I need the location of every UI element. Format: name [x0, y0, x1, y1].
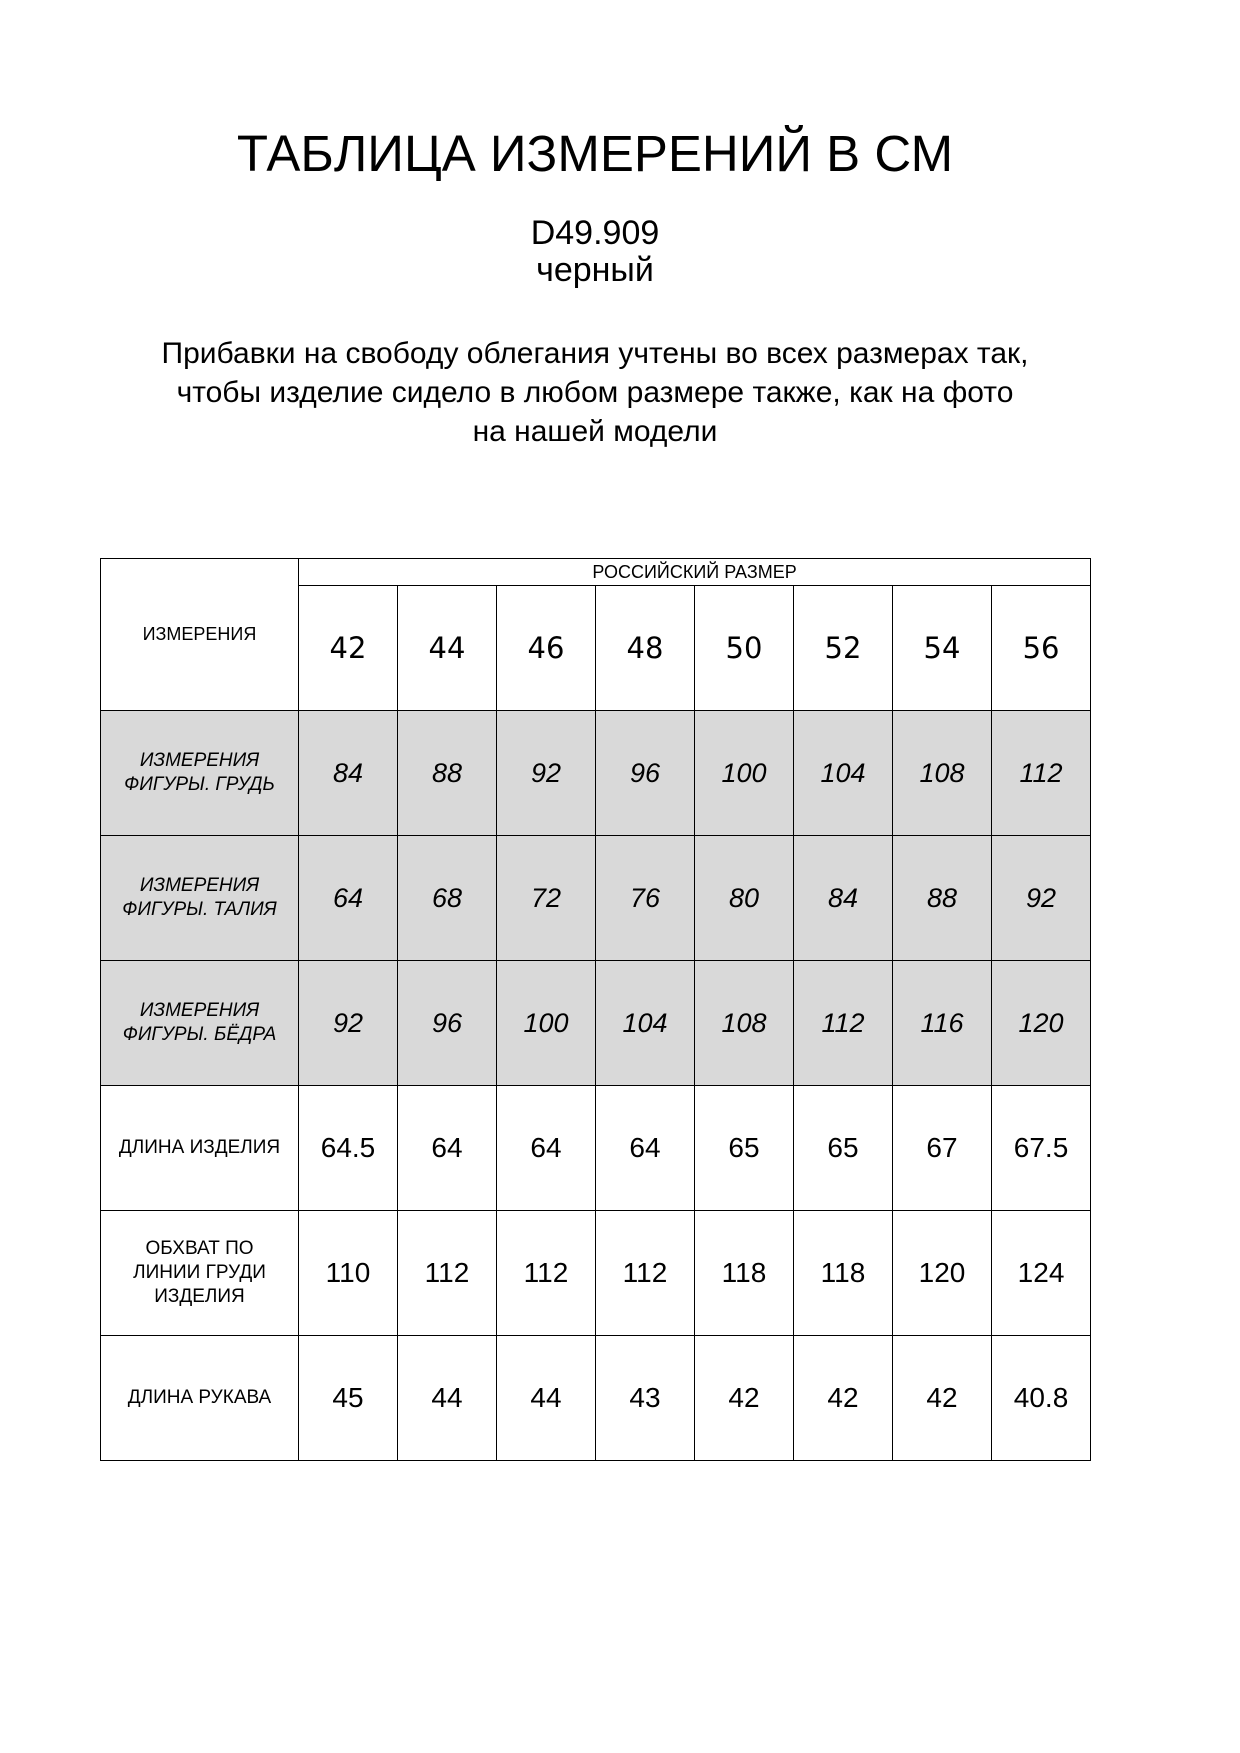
- table-cell: 124: [992, 1211, 1091, 1336]
- table-cell: 88: [398, 711, 497, 836]
- table-cell: 65: [695, 1086, 794, 1211]
- size-header-cell: 50: [695, 586, 794, 711]
- model-code: D49.909: [530, 214, 660, 252]
- table-cell: 76: [596, 836, 695, 961]
- table-cell: 104: [794, 711, 893, 836]
- row-label: [101, 1336, 299, 1461]
- table-cell: 84: [794, 836, 893, 961]
- table-cell: 67: [893, 1086, 992, 1211]
- page-title: ТАБЛИЦА ИЗМЕРЕНИЙ В СМ: [236, 125, 954, 182]
- table-cell: 64: [299, 836, 398, 961]
- table-row-garment-chest: [101, 1211, 1091, 1336]
- table-cell: 67.5: [992, 1086, 1091, 1211]
- table-cell: 100: [497, 961, 596, 1086]
- table-cell: 65: [794, 1086, 893, 1211]
- row-label-line: ДЛИНА РУКАВА: [127, 1387, 272, 1408]
- table-cell: 64.5: [299, 1086, 398, 1211]
- table-row-sleeve: [101, 1336, 1091, 1461]
- table-cell: 112: [794, 961, 893, 1086]
- table-cell: 92: [299, 961, 398, 1086]
- table-cell: 118: [695, 1211, 794, 1336]
- row-label-line: ИЗМЕРЕНИЯ: [139, 875, 260, 896]
- fit-note-line: Прибавки на свободу облегания учтены во всех размерах так,: [161, 337, 1029, 370]
- row-label: [101, 836, 299, 961]
- row-label: [101, 961, 299, 1086]
- size-header-cell: 44: [398, 586, 497, 711]
- fit-note-line: чтобы изделие сидело в любом размере также, как на фото: [176, 376, 1014, 409]
- table-cell: 64: [398, 1086, 497, 1211]
- table-cell: 112: [596, 1211, 695, 1336]
- size-header-cell: 46: [497, 586, 596, 711]
- table-cell: 100: [695, 711, 794, 836]
- row-label: [101, 1086, 299, 1211]
- table-cell: 45: [299, 1336, 398, 1461]
- table-cell: 44: [497, 1336, 596, 1461]
- table-cell: 80: [695, 836, 794, 961]
- table-cell: 68: [398, 836, 497, 961]
- table-cell: 92: [497, 711, 596, 836]
- table-cell: 40.8: [992, 1336, 1091, 1461]
- row-label-line: ФИГУРЫ. ТАЛИЯ: [122, 899, 277, 920]
- table-cell: 112: [992, 711, 1091, 836]
- table-cell: 104: [596, 961, 695, 1086]
- table-cell: 112: [398, 1211, 497, 1336]
- row-label-line: ИЗДЕЛИЯ: [154, 1286, 245, 1307]
- measurements-header: ИЗМЕРЕНИЯ: [101, 559, 299, 711]
- table-cell: 44: [398, 1336, 497, 1461]
- table-cell: 42: [695, 1336, 794, 1461]
- table-cell: 108: [893, 711, 992, 836]
- size-header-cell: 56: [992, 586, 1091, 711]
- table-cell: 43: [596, 1336, 695, 1461]
- table-row-length: [101, 1086, 1091, 1211]
- size-header-cell: 48: [596, 586, 695, 711]
- table-cell: 110: [299, 1211, 398, 1336]
- table-cell: 112: [497, 1211, 596, 1336]
- table-cell: 96: [596, 711, 695, 836]
- table-cell: 118: [794, 1211, 893, 1336]
- size-header-cell: 54: [893, 586, 992, 711]
- table-cell: 92: [992, 836, 1091, 961]
- table-cell: 96: [398, 961, 497, 1086]
- row-label: [101, 1211, 299, 1336]
- table-cell: 72: [497, 836, 596, 961]
- table-cell: 120: [893, 1211, 992, 1336]
- table-cell: 108: [695, 961, 794, 1086]
- row-label-line: ИЗМЕРЕНИЯ: [139, 750, 260, 771]
- table-cell: 64: [596, 1086, 695, 1211]
- fit-note-line: на нашей модели: [472, 415, 718, 448]
- row-label-line: ОБХВАТ ПО: [145, 1238, 254, 1259]
- table-cell: 42: [794, 1336, 893, 1461]
- color-name: черный: [536, 251, 654, 289]
- row-label-line: ЛИНИИ ГРУДИ: [133, 1262, 266, 1283]
- fit-note: [80, 334, 1110, 451]
- table-row-chest: [101, 711, 1091, 836]
- table-row-hips: [101, 961, 1091, 1086]
- table-cell: 84: [299, 711, 398, 836]
- row-label-line: ИЗМЕРЕНИЯ: [139, 1000, 260, 1021]
- size-table: [100, 558, 1091, 1461]
- row-label: [101, 711, 299, 836]
- table-cell: 120: [992, 961, 1091, 1086]
- russian-size-header: РОССИЙСКИЙ РАЗМЕР: [299, 559, 1091, 586]
- table-cell: 116: [893, 961, 992, 1086]
- row-label-line: ФИГУРЫ. БЁДРА: [122, 1024, 277, 1045]
- size-header-cell: 42: [299, 586, 398, 711]
- table-cell: 64: [497, 1086, 596, 1211]
- table-row-waist: [101, 836, 1091, 961]
- table-cell: 42: [893, 1336, 992, 1461]
- size-header-cell: 52: [794, 586, 893, 711]
- row-label-line: ФИГУРЫ. ГРУДЬ: [124, 774, 275, 795]
- table-cell: 88: [893, 836, 992, 961]
- table-header-row: [101, 559, 1091, 586]
- row-label-line: ДЛИНА ИЗДЕЛИЯ: [118, 1137, 281, 1158]
